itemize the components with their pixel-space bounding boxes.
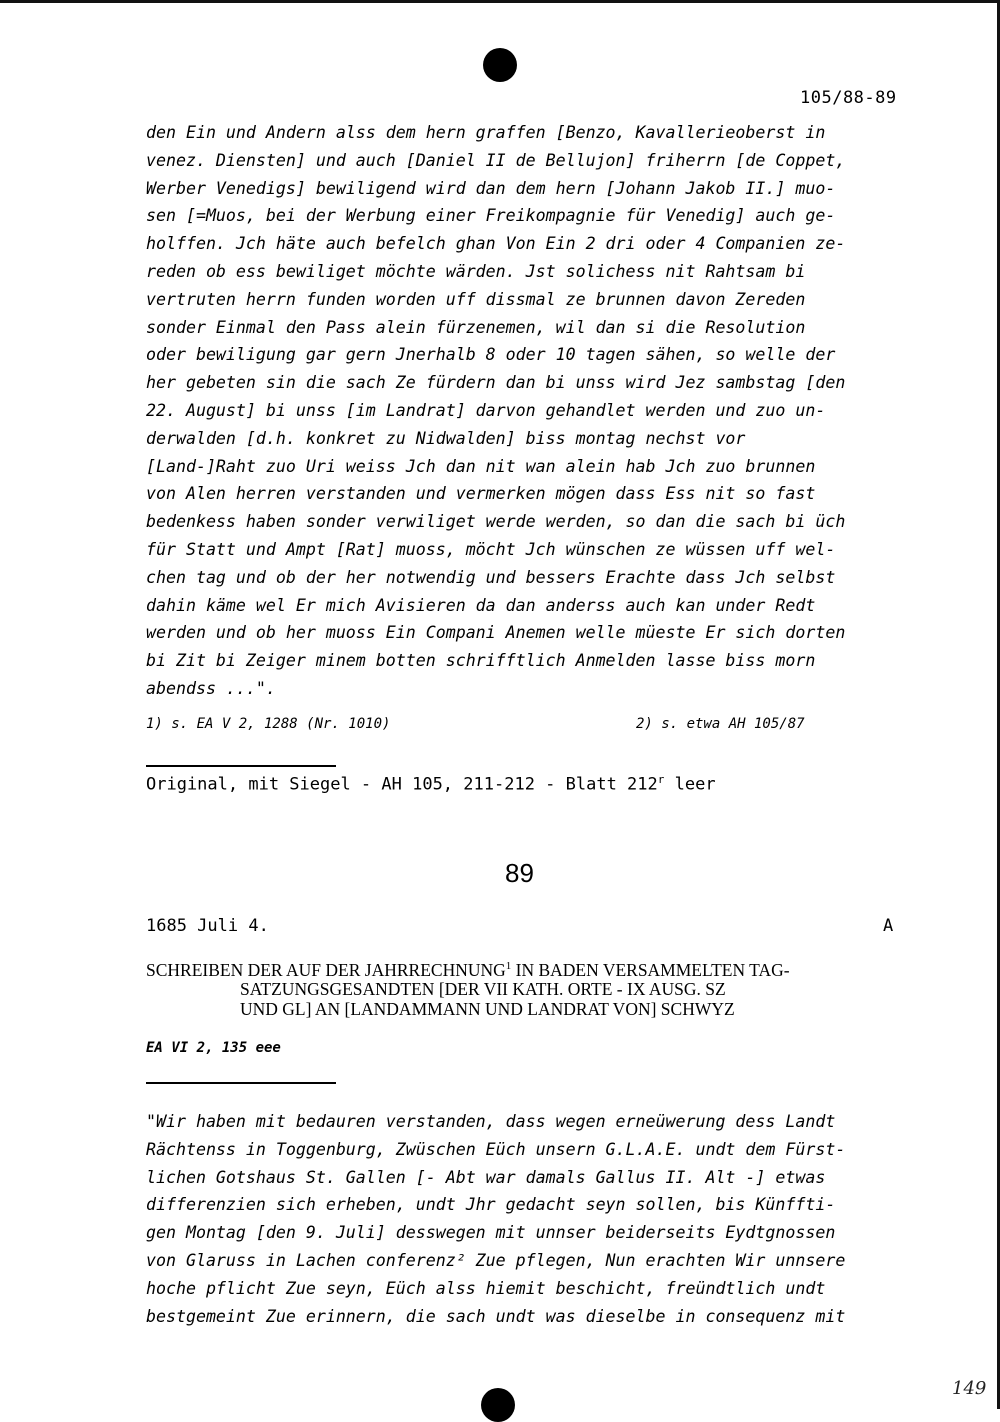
text-line: derwalden [d.h. konkret zu Nidwalden] biss montag nechst vor (146, 428, 746, 448)
document-label: A (883, 916, 894, 936)
text-line: [Land-]Raht zuo Uri weiss Jch dan nit wan alein hab Jch zuo brunnen (146, 456, 816, 476)
letter-start (146, 1108, 926, 1330)
text-line: vertruten herrn funden worden uff dissmal ze brunnen davon Zereden (146, 289, 806, 309)
text-line: von Alen herren verstanden und vermerken mögen dass Ess nit so fast (146, 484, 816, 504)
text-line: bedenkess haben sonder verwiliget werde werden, so dan die sach bi üch (146, 512, 846, 532)
text-line: lichen Gotshaus St. Gallen [- Abt war damals Gallus II. Alt -] etwas (146, 1167, 826, 1187)
binding-hole-top (483, 48, 517, 82)
separator-rule (146, 1082, 336, 1084)
text-line: abendss ...". (146, 678, 276, 698)
text-line: gen Montag [den 9. Juli] desswegen mit unnser beiderseits Eydtgnossen (146, 1223, 836, 1243)
text-line: bestgemeint Zue erinnern, die sach undt was dieselbe in consequenz mit (146, 1306, 846, 1326)
text-line: Rächtenss in Toggenburg, Zwüschen Eüch unsern G.L.A.E. undt dem Fürst- (146, 1139, 846, 1159)
text-line: werden und ob her muoss Ein Compani Anemen welle müeste Er sich dorten (146, 623, 846, 643)
text-line: sonder Einmal den Pass alein fürzenemen, wil dan si die Resolution (146, 317, 806, 337)
text-line: dahin käme wel Er mich Avisieren da dan anderss auch kan under Redt (146, 595, 816, 615)
document-heading: SCHREIBEN DER AUF DER JAHRRECHNUNG$^1$ IN BADEN VERSAMMELTEN TAG- SATZUNGSGESANDTEN [DER VII KATH. ORTE - IX AUSG. SZ UND GL] AN [LANDAMMANN UND LANDRAT VON] SCHWYZ (146, 959, 790, 1019)
text-line: holffen. Jch häte auch befelch ghan Von Ein 2 dri oder 4 Companien ze- (146, 234, 846, 254)
text-line: den Ein und Andern alss dem hern graffen [Benzo, Kavallerieoberst in (146, 123, 826, 142)
document-number: 89 (505, 858, 534, 888)
letter-continuation (146, 119, 926, 703)
ea-reference: EA VI 2, 135 eee (146, 1040, 281, 1056)
scan-border-top (0, 0, 1000, 3)
footnote-2: 2) s. etwa AH 105/87 (636, 716, 805, 732)
document-date: 1685 Juli 4. (146, 916, 269, 936)
handwritten-folio-number: 149 (952, 1378, 987, 1399)
text-line: chen tag und ob der her notwendig und bessers Erachte dass Jch selbst (146, 567, 836, 587)
text-line: sen [=Muos, bei der Werbung einer Freikompagnie für Venedig] auch ge- (146, 206, 836, 226)
text-line: oder bewiligung gar gern Jnerhalb 8 oder 10 tagen sähen, so welle der (146, 345, 836, 365)
source-note: Original, mit Siegel - AH 105, 211-212 - Blatt 212$^r$ leer (146, 773, 716, 795)
binding-hole-bottom (481, 1388, 515, 1422)
text-line: bi Zit bi Zeiger minem botten schrifftlich Anmelden lasse biss morn (146, 651, 816, 671)
text-line: Werber Venedigs] bewiligend wird dan dem hern [Johann Jakob II.] muo- (146, 178, 836, 198)
text-line: für Statt und Ampt [Rat] muoss, möcht Jch wünschen ze wüssen uff wel- (146, 539, 836, 559)
text-line: 22. August] bi unss [im Landrat] darvon gehandlet werden und zuo un- (146, 400, 826, 420)
text-line: von Glaruss in Lachen conferenz² Zue pflegen, Nun erachten Wir unnsere (146, 1250, 846, 1270)
text-line: venez. Diensten] und auch [Daniel II de Bellujon] friherrn [de Coppet, (146, 150, 846, 170)
text-line: "Wir haben mit bedauren verstanden, dass wegen erneüwerung dess Landt (146, 1112, 836, 1131)
text-line: reden ob ess bewiliget möchte wärden. Jst solichess nit Rahtsam bi (146, 261, 806, 281)
footnote-1: 1) s. EA V 2, 1288 (Nr. 1010) (146, 716, 391, 732)
separator-rule (146, 765, 336, 767)
text-line: her gebeten sin die sach Ze fürdern dan bi unss wird Jez sambstag [den (146, 373, 846, 393)
text-line: hoche pflicht Zue seyn, Eüch alss hiemit beschicht, freündtlich undt (146, 1278, 826, 1298)
text-line: differenzien sich erheben, undt Jhr gedacht seyn sollen, bis Künffti- (146, 1195, 836, 1215)
page-reference: 105/88-89 (800, 88, 897, 108)
